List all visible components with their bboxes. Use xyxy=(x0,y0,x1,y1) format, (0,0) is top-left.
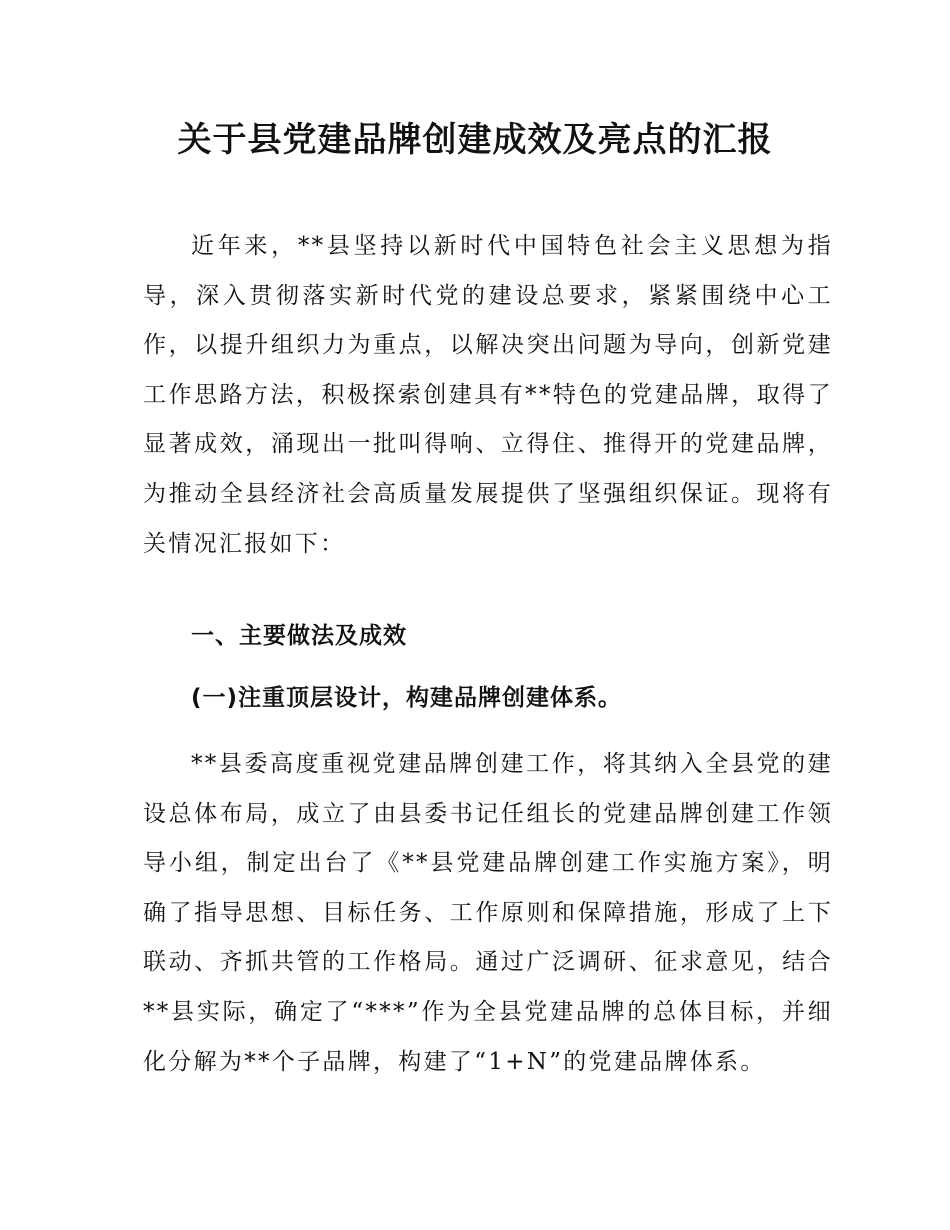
document-title: 关于县党建品牌创建成效及亮点的汇报 xyxy=(177,120,773,160)
intro-paragraph: 近年来，**县坚持以新时代中国特色社会主义思想为指导，深入贯彻落实新时代党的建设总要求，紧紧围绕中心工作，以提升组织力为重点，以解决突出问题为导向，创新党建工作思路方法，积极探索创建具有**特色的党建品牌，取得了显著成效，涌现出一批叫得响、立得住、推得开的党建品牌，为推动全县经济社会高质量发展提供了坚强组织保证。现将有关情况汇报如下： xyxy=(143,233,833,557)
section-heading: 一、主要做法及成效 xyxy=(191,623,407,649)
subsection-heading: (一)注重顶层设计，构建品牌创建体系。 xyxy=(191,685,623,711)
body-paragraph: **县委高度重视党建品牌创建工作，将其纳入全县党的建设总体布局，成立了由县委书记任组长的党建品牌创建工作领导小组，制定出台了《**县党建品牌创建工作实施方案》，明确了指导思想、目标任务、工作原则和保障措施，形成了上下联动、齐抓共管的工作格局。通过广泛调研、征求意见，结合**县实际，确定了“***”作为全县党建品牌的总体目标，并细化分解为**个子品牌，构建了“1+N”的党建品牌体系。 xyxy=(143,751,833,1075)
